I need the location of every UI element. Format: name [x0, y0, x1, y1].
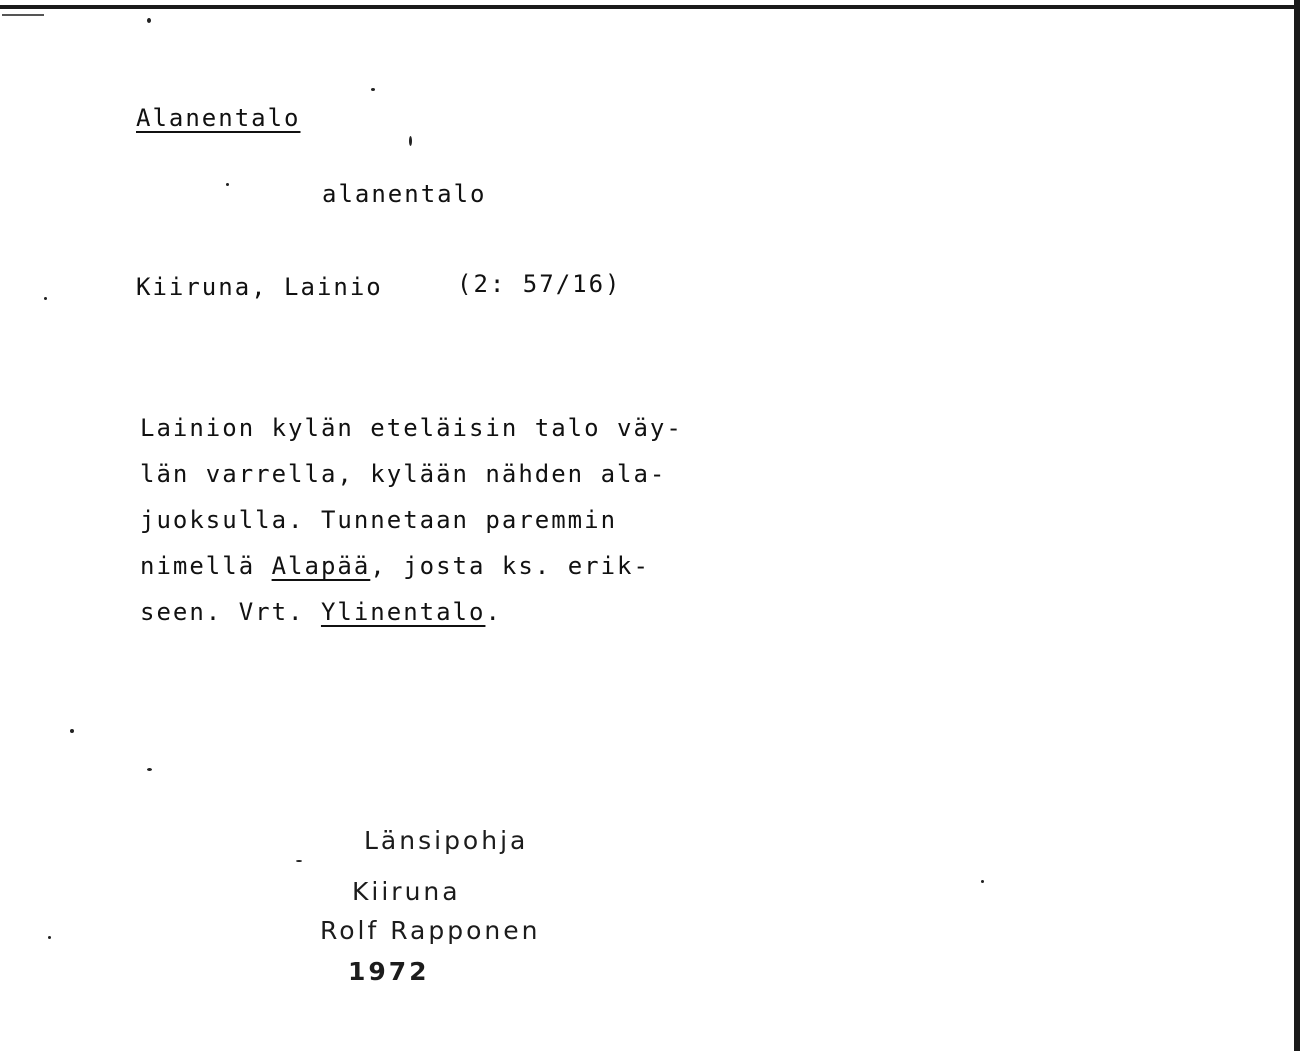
scan-speck — [409, 136, 412, 146]
scan-speck — [296, 860, 302, 862]
stamp-year: 1972 — [348, 957, 430, 986]
description-text: seen. Vrt. — [140, 598, 321, 626]
scan-speck — [147, 768, 152, 771]
card-right-edge — [1294, 0, 1300, 1051]
cross-reference-alapaa: Alapää — [271, 552, 371, 580]
scan-speck — [70, 729, 74, 733]
scan-speck — [371, 88, 375, 91]
cross-reference-ylinentalo: Ylinentalo — [320, 598, 486, 626]
description-text: , josta ks. erik- — [370, 552, 650, 580]
scan-speck — [48, 936, 51, 939]
scan-speck — [44, 297, 47, 300]
scan-speck — [147, 18, 151, 23]
headword: Alanentalo — [136, 104, 301, 132]
card-top-edge — [0, 5, 1298, 9]
scan-speck — [226, 183, 229, 186]
stamp-collector: Rolf Rapponen — [320, 916, 541, 945]
description-line: juoksulla. Tunnetaan paremmin — [140, 506, 618, 534]
stamp-region: Länsipohja — [364, 826, 529, 855]
scan-speck — [981, 880, 984, 883]
stamp-municipality: Kiiruna — [352, 877, 461, 906]
description-line — [140, 554, 650, 578]
description-text: nimellä — [140, 552, 272, 580]
scan-mark — [2, 14, 44, 16]
reference-code: (2: 57/16) — [457, 270, 622, 298]
description-text: . — [485, 598, 502, 626]
location: Kiiruna, Lainio — [136, 273, 383, 301]
description-line: län varrella, kylään nähden ala- — [140, 460, 667, 488]
description-line — [140, 600, 502, 624]
form-variant: alanentalo — [322, 180, 487, 208]
description-line: Lainion kylän eteläisin talo väy- — [140, 414, 683, 442]
